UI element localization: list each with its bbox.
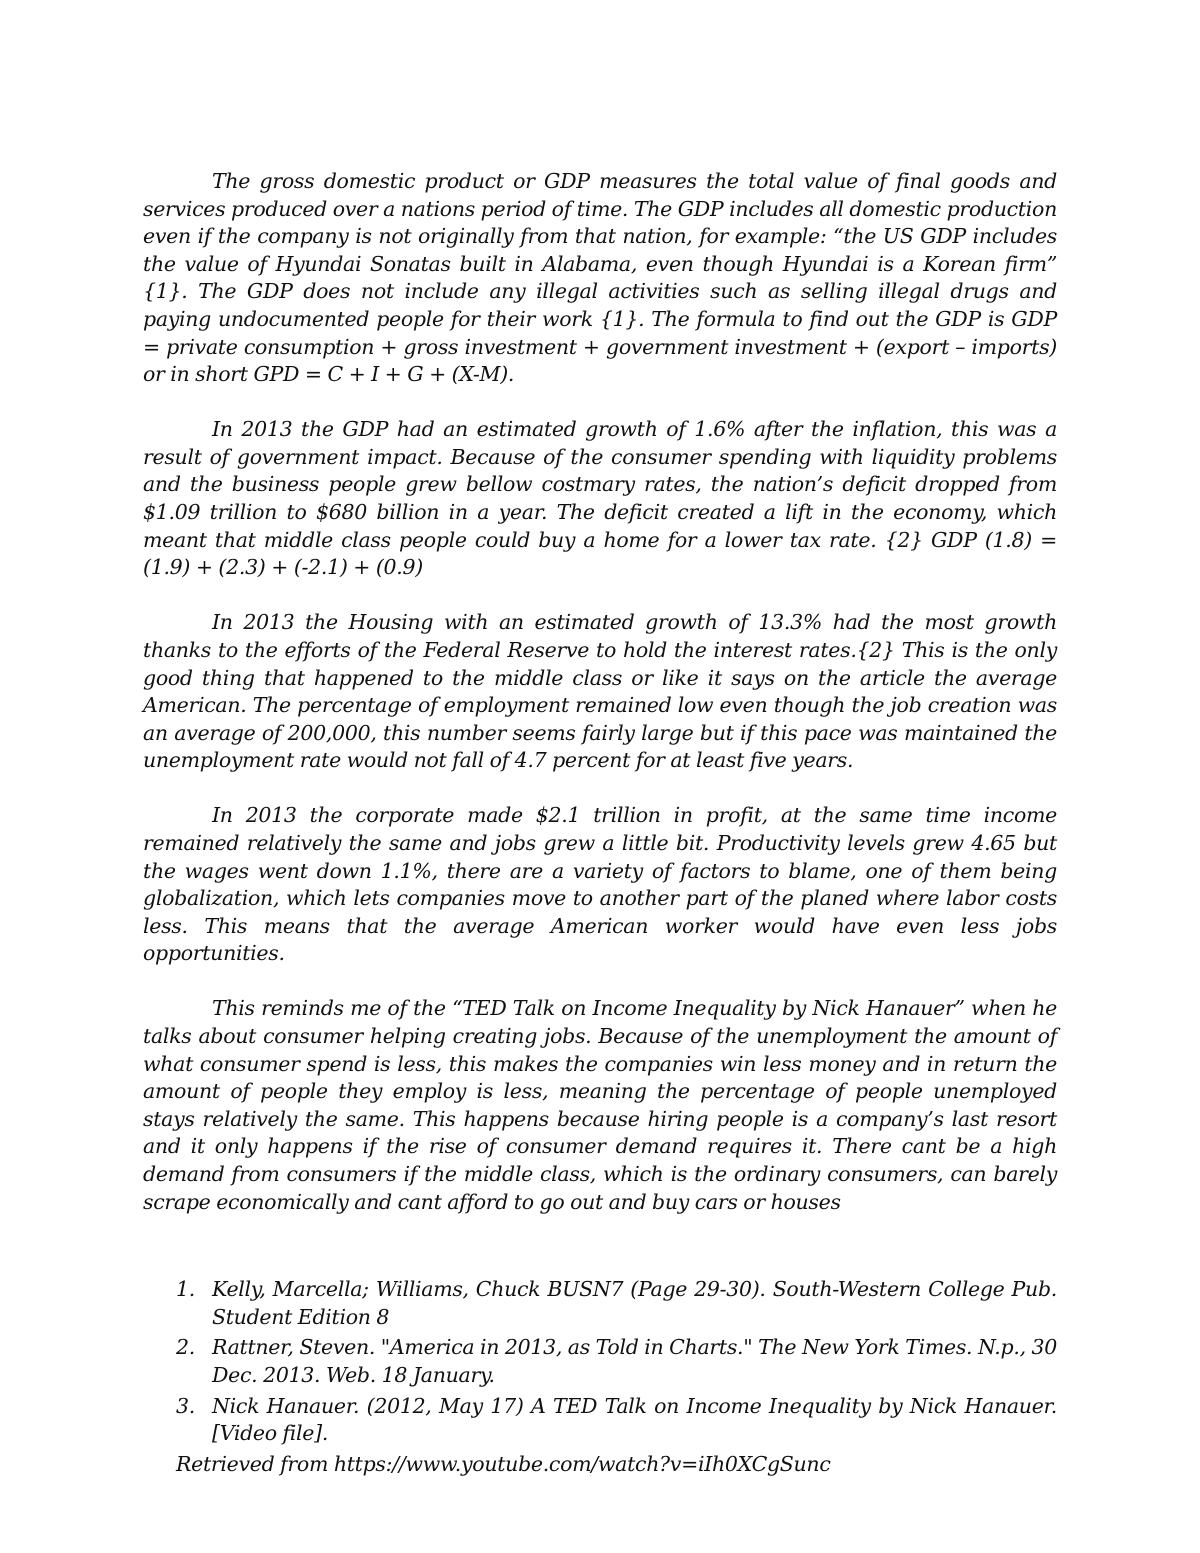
reference-item (143, 1276, 1057, 1331)
paragraph-housing-2013: In 2013 the Housing with an estimated growth of 13.3% had the most growth thanks to the efforts of the Federal Reserve to hold the interest rates.{2} This is the only good thing that happened to the middle class or like it says on the article the average American. The percentage of employment remained low even though the job creation was an average of 200,000, this number seems fairly large but if this pace was maintained the unemployment rate would not fall of 4.7 percent for at least five years. (143, 610, 1057, 773)
reference-text: Kelly, Marcella; Williams, Chuck BUSN7 (Page 29-30). South-Western College Pub. Student Edition 8 (212, 1277, 1057, 1329)
paragraph-corporate-profit: In 2013 the corporate made $2.1 trillion in profit, at the same time income remained relatively the same and jobs grew a little bit. Productivity levels grew 4.65 but the wages went down 1.1%, there are a variety of factors to blame, one of them being globalization, which lets companies move to another part of the planed where labor costs less. This means that the average American worker would have even less jobs opportunities. (143, 803, 1057, 966)
reference-number: 2. (176, 1335, 195, 1360)
retrieved-from-line: Retrieved from https://www.youtube.com/watch?v=iIh0XCgSunc (176, 1451, 831, 1476)
document-page (143, 168, 1057, 1478)
reference-number: 3. (176, 1393, 195, 1418)
reference-item (143, 1334, 1057, 1389)
reference-list (143, 1276, 1057, 1448)
paragraph-gdp-2013: In 2013 the GDP had an estimated growth of 1.6% after the inflation, this was a result of government impact. Because of the consumer spending with liquidity problems and the business people grew bellow costmary rates, the nation’s deficit dropped from $1.09 trillion to $680 billion in a year. The deficit created a lift in the economy, which meant that middle class people could buy a home for a lower tax rate. {2} GDP (1.8) = (1.9) + (2.3) + (-2.1) + (0.9) (143, 417, 1057, 580)
reference-item (143, 1393, 1057, 1448)
paragraph-ted-talk: This reminds me of the “TED Talk on Income Inequality by Nick Hanauer” when he talks about consumer helping creating jobs. Because of the unemployment the amount of what consumer spend is less, this makes the companies win less money and in return the amount of people they employ is less, meaning the percentage of people unemployed stays relatively the same. This happens because hiring people is a company’s last resort and it only happens if the rise of consumer demand requires it. There cant be a high demand from consumers if the middle class, which is the ordinary consumers, can barely scrape economically and cant afford to go out and buy cars or houses (143, 996, 1057, 1214)
reference-text: Rattner, Steven. "America in 2013, as Told in Charts." The New York Times. N.p., 30 Dec. 2013. Web. 18 January. (212, 1335, 1057, 1387)
reference-number: 1. (176, 1277, 195, 1302)
paragraph-gdp-definition: The gross domestic product or GDP measures the total value of final goods and services produced over a nations period of time. The GDP includes all domestic production even if the company is not originally from that nation, for example: “the US GDP includes the value of Hyundai Sonatas built in Alabama, even though Hyundai is a Korean firm” {1}. The GDP does not include any illegal activities such as selling illegal drugs and paying undocumented people for their work {1}. The formula to find out the GDP is GDP = private consumption + gross investment + government investment + (export – imports) or in short GPD = C + I + G + (X-M). (143, 169, 1057, 387)
reference-text: Nick Hanauer. (2012, May 17) A TED Talk on Income Inequality by Nick Hanauer. [Video file]. (212, 1393, 1057, 1446)
